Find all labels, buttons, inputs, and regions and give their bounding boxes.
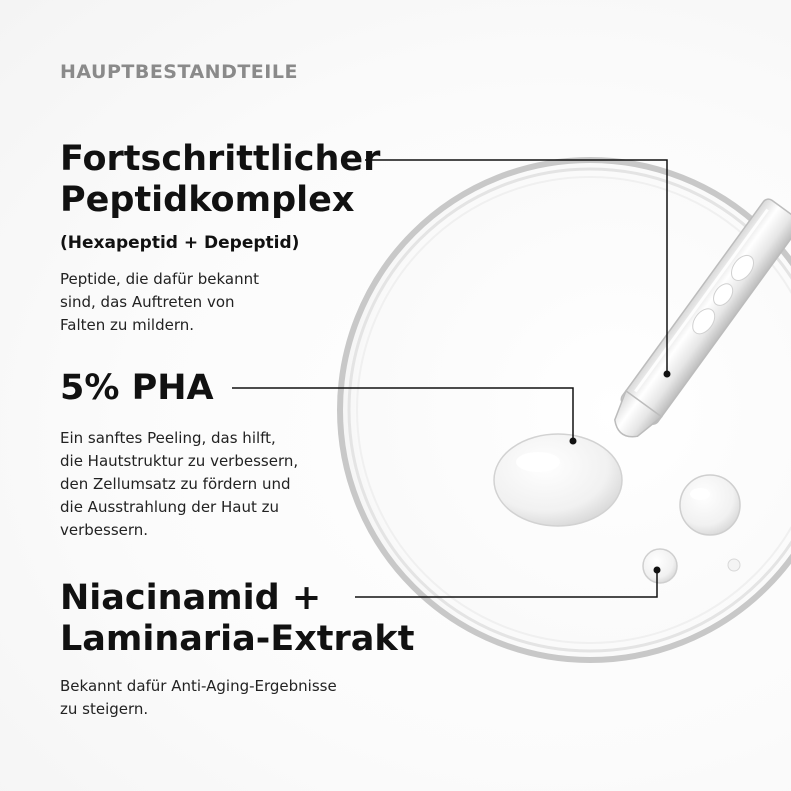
callout-dot-pha [570, 438, 577, 445]
callout-dot-niacinamide [654, 567, 661, 574]
description-line: Ein sanftes Peeling, das hilft, [60, 429, 276, 447]
description-line: sind, das Auftreten von [60, 293, 235, 311]
section-eyebrow: HAUPTBESTANDTEILE [60, 61, 298, 83]
title-line: Fortschrittlicher [60, 139, 381, 179]
ingredient-description-niacinamide [60, 675, 337, 721]
callout-dot-peptide [664, 371, 671, 378]
description-line: zu steigern. [60, 700, 149, 718]
title-line: Niacinamid + [60, 578, 322, 618]
ingredient-title-pha [60, 368, 214, 409]
title-line: Laminaria-Extrakt [60, 619, 415, 659]
title-line: Peptidkomplex [60, 180, 355, 220]
description-line: Falten zu mildern. [60, 316, 195, 334]
description-line: Peptide, die dafür bekannt [60, 270, 259, 288]
description-line: die Ausstrahlung der Haut zu [60, 498, 279, 516]
description-line: Bekannt dafür Anti-Aging-Ergebnisse [60, 677, 337, 695]
ingredient-description-pha [60, 427, 298, 542]
description-line: verbessern. [60, 521, 149, 539]
title-line: 5% PHA [60, 368, 214, 408]
ingredient-subtitle-peptide: (Hexapeptid + Depeptid) [60, 233, 300, 253]
description-line: die Hautstruktur zu verbessern, [60, 452, 299, 470]
description-line: den Zellumsatz zu fördern und [60, 475, 291, 493]
ingredient-title-peptide [60, 139, 380, 221]
ingredient-description-peptide [60, 268, 259, 337]
ingredient-title-niacinamide [60, 578, 414, 660]
